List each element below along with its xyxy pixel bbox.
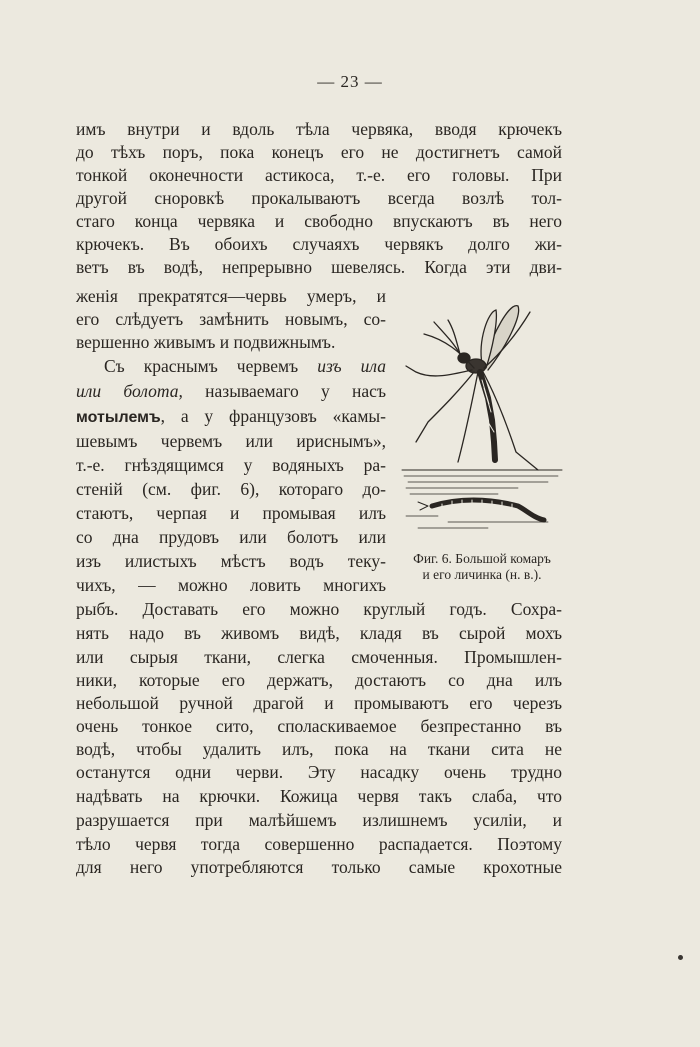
text-line: водѣ, чтобы удалить илъ, пока на ткани сита не xyxy=(76,739,562,759)
mosquito-icon xyxy=(398,292,566,532)
text-line: стаго конца червяка и свободно впускаютъ въ него xyxy=(76,211,562,231)
text-line: его слѣдуетъ замѣнить новымъ, со- xyxy=(76,309,386,329)
text-line: крючекъ. Въ обоихъ случаяхъ червякъ долго жи- xyxy=(76,234,562,254)
text-line: небольшой ручной драгой и промываютъ его черезъ xyxy=(76,693,562,713)
text-line: изъ илистыхъ мѣстъ водъ теку- xyxy=(76,551,386,571)
text-run: называемаго у насъ xyxy=(182,381,386,401)
text-line: для него употребляются только самые крохотные xyxy=(76,857,562,877)
text-line: ники, которые его держатъ, достаютъ со дна илъ xyxy=(76,670,562,690)
text-line: чихъ, — можно ловить многихъ xyxy=(76,575,386,595)
text-line: останутся одни черви. Эту насадку очень трудно xyxy=(76,762,562,782)
text-line: со дна прудовъ или болотъ или xyxy=(76,527,386,547)
figure-caption: и его личинка (н. в.). xyxy=(422,567,542,582)
text-line xyxy=(76,405,386,429)
text-line xyxy=(76,355,386,377)
text-line: или сырыя ткани, слегка смоченныя. Промышлен- xyxy=(76,647,562,667)
text-line: рыбъ. Доставать его можно круглый годъ. Сохра- xyxy=(76,599,562,619)
text-line: тѣло червя тогда совершенно распадается. Поэтому xyxy=(76,834,562,854)
text-run: , а у французовъ «камы- xyxy=(160,406,386,426)
text-line: имъ внутри и вдоль тѣла червяка, вводя крючекъ xyxy=(76,119,562,139)
text-run: Съ краснымъ червемъ xyxy=(104,356,318,376)
page-number: — 23 — xyxy=(317,72,383,91)
text-line: до тѣхъ поръ, пока конецъ его не достигнетъ самой xyxy=(76,142,562,162)
text-line: тонкой оконечности астикоса, т.-е. его головы. При xyxy=(76,165,562,185)
text-line: стеній (см. фиг. 6), котораго до- xyxy=(76,479,386,499)
text-line: стаютъ, черпая и промывая илъ xyxy=(76,503,386,523)
text-line: очень тонкое сито, споласкиваемое безпрестанно въ xyxy=(76,716,562,736)
edge-mark xyxy=(678,955,683,960)
text-line: ветъ въ водѣ, непрерывно шевелясь. Когда эти дви- xyxy=(76,257,562,277)
italic-text: изъ ила xyxy=(317,356,387,376)
text-line: шевымъ червемъ или ириснымъ», xyxy=(76,431,386,451)
text-line xyxy=(76,380,386,402)
bold-term: мотылемъ xyxy=(76,409,161,426)
text-line: разрушается при малѣйшемъ излишнемъ усиліи, и xyxy=(76,810,562,830)
text-line: вершенно живымъ и подвижнымъ. xyxy=(76,332,336,352)
figure-illustration xyxy=(398,292,566,532)
text-line: другой сноровкѣ прокалываютъ всегда возлѣ тол- xyxy=(76,188,562,208)
text-line: т.-е. гнѣздящимся у водяныхъ ра- xyxy=(76,455,386,475)
italic-text: или болота, xyxy=(76,381,183,401)
text-line: нять надо въ живомъ видѣ, кладя въ сырой мохъ xyxy=(76,623,562,643)
text-line: надѣвать на крючки. Кожица червя такъ слаба, что xyxy=(76,786,562,806)
text-line: женія прекратятся—червь умеръ, и xyxy=(76,286,386,306)
figure-caption: Фиг. 6. Большой комаръ xyxy=(413,551,551,566)
